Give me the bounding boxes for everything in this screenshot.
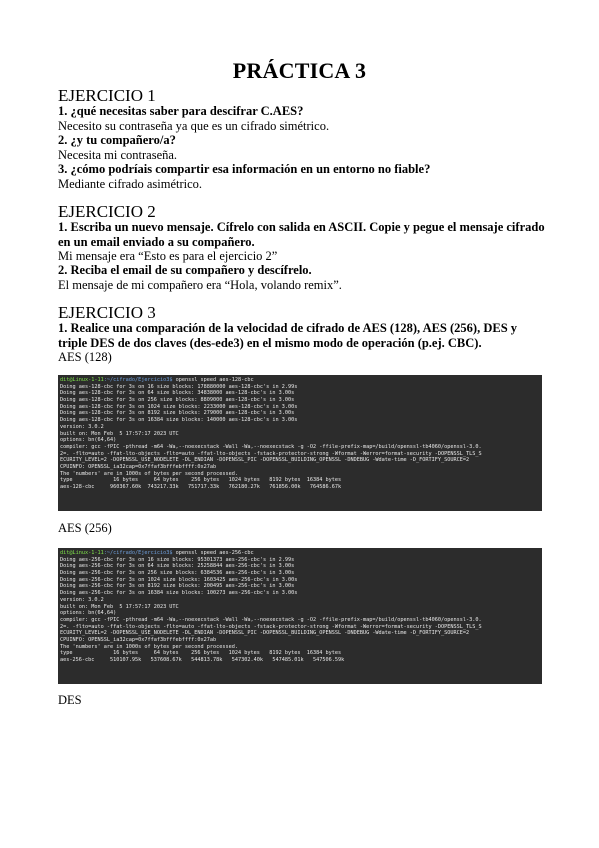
terminal-line: ECURITY_LEVEL=2 -DOPENSSL_USE_NODELETE -DL_ENDIAN -DOPENSSL_PIC -DOPENSSL_BUILDING_OPENSSL -DNDEBUG -Wdate-time -D_FORTIFY_SOURCE=2	[60, 457, 470, 464]
ej1-answer-2: Necesita mi contraseña.	[58, 148, 178, 162]
ej1-answer-1: Necesito su contraseña ya que es un cifrado simétrico.	[58, 119, 330, 133]
terminal-line: Doing aes-128-cbc for 3s on 16 size blocks: 178880000 aes-128-cbc's in 2.99s	[60, 383, 298, 390]
terminal-line: Doing aes-128-cbc for 3s on 8192 size blocks: 279000 aes-128-cbc's in 3.00s	[60, 410, 295, 417]
ejercicio-1-heading: EJERCICIO 1	[58, 86, 156, 105]
terminal-line: options: bn(64,64)	[60, 610, 117, 617]
terminal-screenshot-aes256	[58, 548, 542, 684]
terminal-line: Doing aes-256-cbc for 3s on 256 size blocks: 6384536 aes-256-cbc's in 3.00s	[60, 570, 295, 577]
terminal-line: options: bn(64,64)	[60, 437, 117, 444]
terminal-line: 2=. -flto=auto -ffat-lto-objects -flto=auto -ffat-lto-objects -fstack-protector-strong -Wformat -Werror=format-security -DOPENSSL_TLS_S	[60, 623, 482, 630]
terminal-line: Doing aes-256-cbc for 3s on 1024 size blocks: 1603425 aes-256-cbc's in 3.00s	[60, 576, 298, 583]
des-label: DES	[58, 693, 82, 707]
terminal-line: type 16 bytes 64 bytes 256 bytes 1024 bytes 8192 bytes 16384 bytes	[60, 477, 342, 484]
terminal-line: aes-128-cbc 960367.60k 743217.33k 751717.33k 762180.27k 761856.00k 764586.67k	[60, 484, 342, 490]
ej2-question-1: 1. Escriba un nuevo mensaje. Cífrelo con salida en ASCII. Copie y pegue el mensaje cifrado en un email enviado a su compañero.	[58, 220, 545, 249]
terminal-line: CPUINFO: OPENSSL_ia32cap=0x7ffaf3bfffebffff:0x27ab	[60, 463, 217, 470]
aes128-label: AES (128)	[58, 350, 112, 364]
prompt-command: openssl speed aes-128-cbc	[172, 377, 254, 383]
terminal-line: 2=. -flto=auto -ffat-lto-objects -flto=auto -ffat-lto-objects -fstack-protector-strong -Wformat -Werror=format-security -DOPENSSL_TLS_S	[60, 450, 482, 457]
terminal-line: Doing aes-256-cbc for 3s on 8192 size blocks: 200495 aes-256-cbc's in 3.00s	[60, 583, 295, 590]
terminal-line: Doing aes-128-cbc for 3s on 64 size blocks: 34838000 aes-128-cbc's in 3.00s	[60, 390, 295, 397]
terminal-line: Doing aes-256-cbc for 3s on 16384 size blocks: 100273 aes-256-cbc's in 3.00s	[60, 590, 298, 597]
prompt-user: dit@Linux-1-11	[60, 377, 104, 383]
prompt-path: :~/cifrado/Ejercicio3$	[103, 377, 173, 383]
terminal-line: version: 3.0.2	[60, 423, 104, 430]
terminal-line: The 'numbers' are in 1000s of bytes per second processed.	[60, 470, 239, 477]
ej1-question-2: 2. ¿y tu compañero/a?	[58, 133, 176, 147]
terminal-line: ECURITY_LEVEL=2 -DOPENSSL_USE_NODELETE -DL_ENDIAN -DOPENSSL_PIC -DOPENSSL_BUILDING_OPENSSL -DNDEBUG -Wdate-time -D_FORTIFY_SOURCE=2	[60, 630, 470, 637]
terminal-prompt-line	[60, 377, 540, 384]
prompt-path: :~/cifrado/Ejercicio3$	[103, 550, 173, 556]
terminal-line: Doing aes-128-cbc for 3s on 16384 size blocks: 140000 aes-128-cbc's in 3.00s	[60, 417, 298, 424]
terminal-line: built on: Mon Feb 5 17:57:17 2023 UTC	[60, 603, 179, 610]
terminal-line: type 16 bytes 64 bytes 256 bytes 1024 bytes 8192 bytes 16384 bytes	[60, 650, 342, 657]
ej1-answer-3: Mediante cifrado asimétrico.	[58, 177, 203, 191]
ej3-question-1: 1. Realice una comparación de la velocidad de cifrado de AES (128), AES (256), DES y triple DES de dos claves (des-ede3) en el mismo modo de operación (p.ej. CBC).	[58, 321, 518, 350]
terminal-screenshot-aes128	[58, 375, 542, 511]
terminal-line: compiler: gcc -fPIC -pthread -m64 -Wa,--noexecstack -Wall -Wa,--noexecstack -g -O2 -ffile-prefix-map=/build/openssl-tb4060/openssl-3.0.	[60, 443, 482, 450]
ej2-answer-2: El mensaje de mi compañero era “Hola, volando remix”.	[58, 278, 342, 292]
terminal-line: Doing aes-256-cbc for 3s on 64 size blocks: 25258844 aes-256-cbc's in 3.00s	[60, 563, 295, 570]
ej1-question-1: 1. ¿qué necesitas saber para descifrar C.AES?	[58, 104, 304, 118]
terminal-line: compiler: gcc -fPIC -pthread -m64 -Wa,--noexecstack -Wall -Wa,--noexecstack -g -O2 -ffile-prefix-map=/build/openssl-tb4060/openssl-3.0.	[60, 616, 482, 623]
terminal-line: version: 3.0.2	[60, 596, 104, 603]
terminal-line: aes-256-cbc 510107.95k 537608.67k 544813.78k 547302.40k 547485.01k 547506.59k	[60, 657, 345, 663]
ej2-question-2: 2. Reciba el email de su compañero y descífrelo.	[58, 263, 312, 277]
terminal-prompt-line	[60, 550, 540, 557]
ejercicio-3-heading: EJERCICIO 3	[58, 303, 156, 322]
terminal-line: Doing aes-128-cbc for 3s on 256 size blocks: 8809000 aes-128-cbc's in 3.00s	[60, 397, 295, 404]
terminal-line: Doing aes-128-cbc for 3s on 1024 size blocks: 2233000 aes-128-cbc's in 3.00s	[60, 403, 298, 410]
ej2-answer-1: Mi mensaje era “Esto es para el ejercicio 2”	[58, 249, 278, 263]
terminal-line: built on: Mon Feb 5 17:57:17 2023 UTC	[60, 430, 179, 437]
terminal-line: CPUINFO: OPENSSL_ia32cap=0x7ffaf3bfffebffff:0x27ab	[60, 636, 217, 643]
terminal-line: Doing aes-256-cbc for 3s on 16 size blocks: 95301373 aes-256-cbc's in 2.99s	[60, 556, 295, 563]
prompt-user: dit@Linux-1-11	[60, 550, 104, 556]
aes256-label: AES (256)	[58, 521, 112, 535]
page-title: PRÁCTICA 3	[232, 58, 367, 83]
prompt-command: openssl speed aes-256-cbc	[172, 550, 254, 556]
terminal-line: The 'numbers' are in 1000s of bytes per second processed.	[60, 643, 239, 650]
ejercicio-2-heading: EJERCICIO 2	[58, 202, 156, 221]
ej1-question-3: 3. ¿cómo podríais compartir esa información en un entorno no fiable?	[58, 162, 431, 176]
